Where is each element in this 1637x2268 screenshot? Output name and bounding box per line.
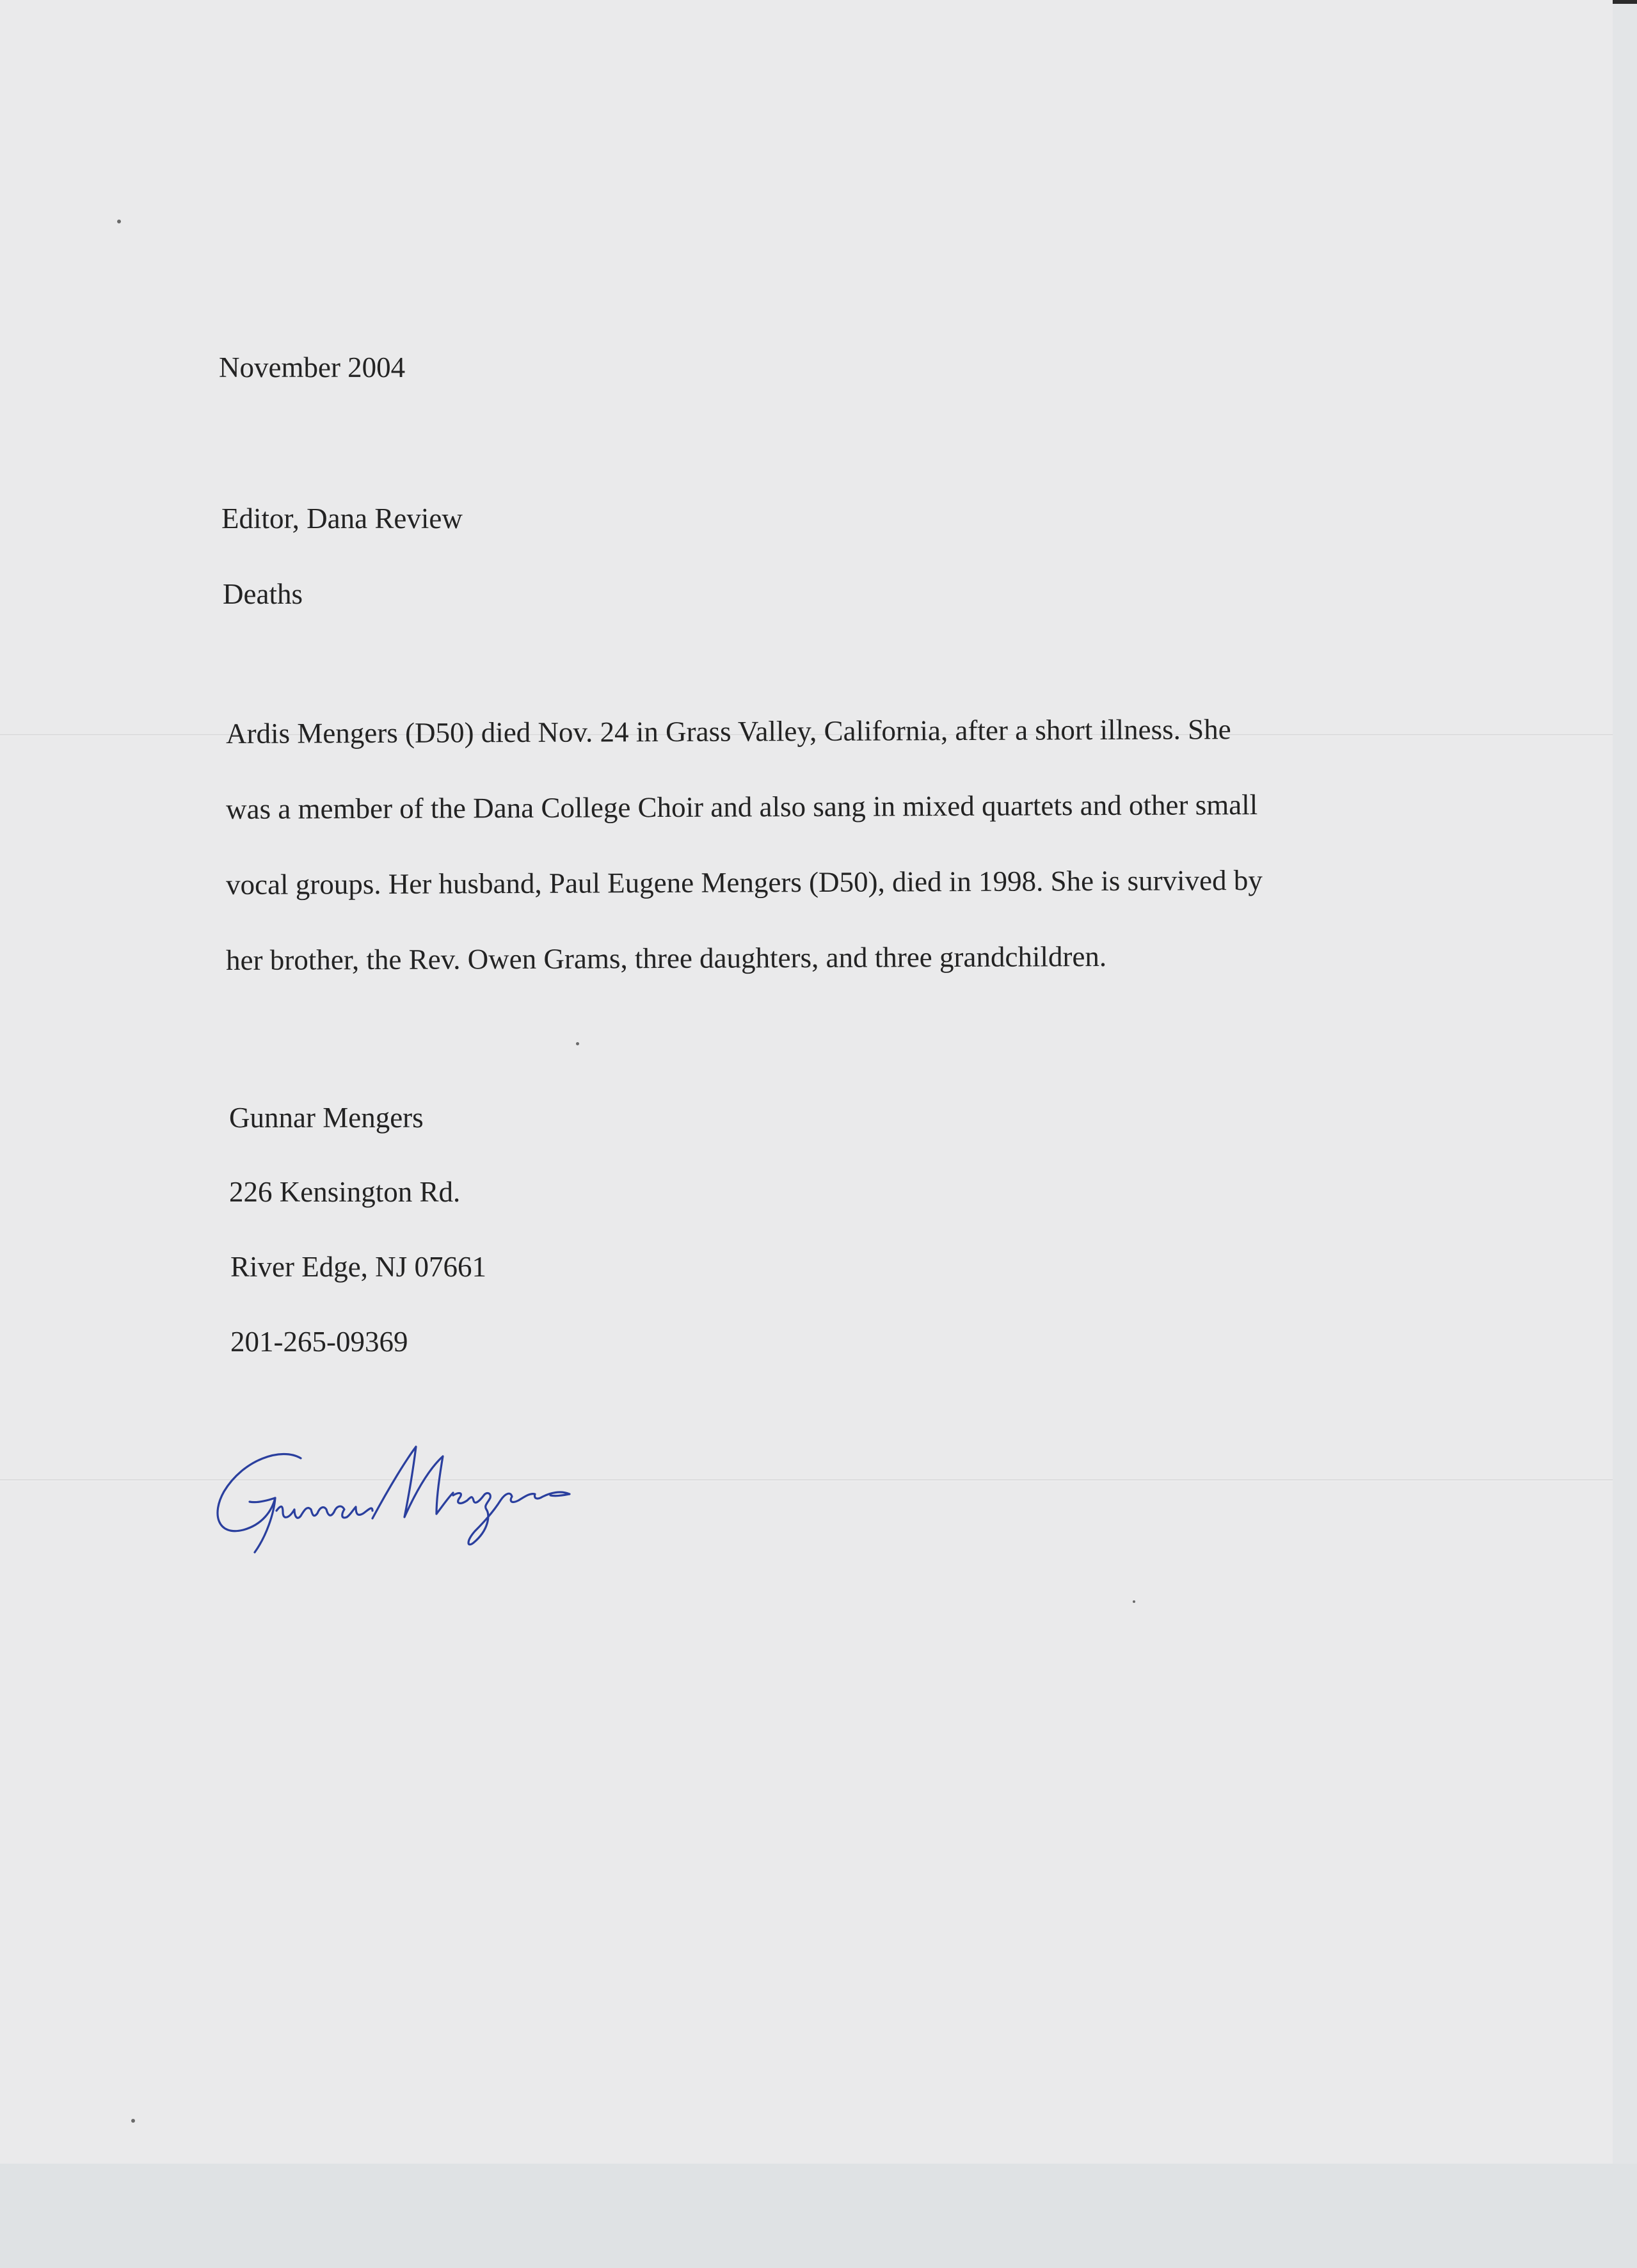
sender-name: Gunnar Mengers [229, 1102, 424, 1134]
sender-phone: 201-265-09369 [230, 1326, 408, 1358]
sender-city: River Edge, NJ 07661 [230, 1251, 486, 1283]
scanner-bed-strip [0, 2164, 1637, 2268]
body-line-4: her brother, the Rev. Owen Grams, three daughters, and three grandchildren. [225, 940, 1107, 976]
paper-speck [1133, 1600, 1135, 1603]
paper-speck [117, 220, 121, 223]
body-line-1: Ardis Mengers (D50) died Nov. 24 in Grass Valley, California, after a short illness. She [225, 713, 1231, 750]
body-line-3: vocal groups. Her husband, Paul Eugene Mengers (D50), died in 1998. She is survived by [225, 864, 1263, 901]
body-line-2: was a member of the Dana College Choir and also sang in mixed quartets and other small [225, 788, 1258, 825]
letter-subject: Deaths [223, 578, 303, 610]
paper-speck [131, 2119, 135, 2123]
letter-date: November 2004 [219, 351, 406, 383]
handwritten-signature [205, 1434, 691, 1562]
letter-recipient: Editor, Dana Review [221, 503, 463, 535]
sender-street: 226 Kensington Rd. [229, 1176, 461, 1208]
paper-speck [576, 1042, 579, 1045]
